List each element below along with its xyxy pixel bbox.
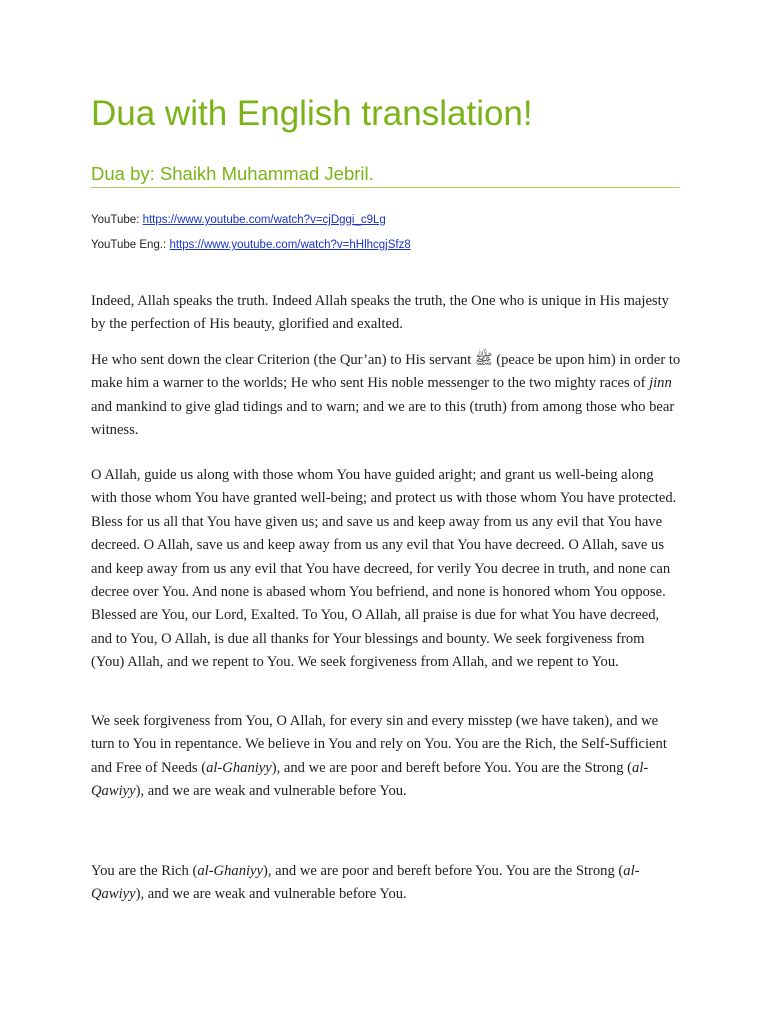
italic-term: jinn [649,375,672,392]
paragraph-text: ), and we are weak and vulnerable before You. [135,783,407,800]
paragraph-forgiveness [91,710,681,804]
youtube-eng-link-label: YouTube Eng.: [91,239,170,251]
paragraph-text: Indeed, Allah speaks the truth. Indeed Allah speaks the truth, the One who is unique in His majesty by the perfection of His beauty, glorified and exalted. [91,293,669,333]
youtube-link[interactable]: https://www.youtube.com/watch?v=cjDggi_c9Lg [142,214,386,226]
paragraph-text: He who sent down the clear Criterion (the Qur’an) to His servant ﷺ (peace be upon him) in order to make him a warner to the worlds; He who sent His noble messenger to the two mighty races of [91,352,681,392]
paragraph-truth [91,290,681,337]
paragraph-text: ), and we are poor and bereft before You. You are the Strong ( [263,863,624,879]
document-title: Dua with English translation! [91,94,533,133]
paragraph-text: ), and we are poor and bereft before You. You are the Strong ( [271,759,633,776]
youtube-link-label: YouTube: [91,214,143,226]
paragraph-text: We seek forgiveness from You, O Allah, for every sin and every misstep (we have taken), and we turn to You in repentance. We believe in You and rely on You. You are the Rich, the Self-Sufficient and Free of Needs ( [91,713,667,776]
paragraph-text: You are the Rich ( [91,863,198,879]
youtube-link-line [91,212,386,228]
italic-term: al-Ghaniyy [206,759,272,776]
document-subtitle: Dua by: Shaikh Muhammad Jebril. [91,162,680,188]
paragraph-criterion [91,349,681,443]
paragraph-text: and mankind to give glad tidings and to warn; and we are to this (truth) from among those who bear witness. [91,398,675,439]
youtube-eng-link[interactable]: https://www.youtube.com/watch?v=hHlhcgjSfz8 [169,239,411,251]
paragraph-guidance [91,464,681,675]
paragraph-rich-strong [91,860,681,907]
italic-term: al-Ghaniyy [197,863,263,879]
italic-term: al-Qawiyy [91,863,640,903]
paragraph-text: O Allah, guide us along with those whom You have guided aright; and grant us well-being along with those whom You have granted well-being; and protect us with those whom You have protected. Bless for us all that You have given us; and save us and keep away from us any evil that You have decreed. O Allah, save us and keep away from us any evil that You have decreed. O Allah, save us and keep away from us any evil that You have decreed, for verily You decree in truth, and none can decree over You. And none is abased whom You befriend, and none is honored whom You oppose. Blessed are You, our Lord, Exalted. To You, O Allah, all praise is due for what You have decreed, and to You, O Allah, is due all thanks for Your blessings and bounty. We seek forgiveness from (You) Allah, and we repent to You. We seek forgiveness from Allah, and we repent to You. [91,467,677,671]
youtube-eng-link-line [91,237,411,253]
paragraph-text: ), and we are weak and vulnerable before You. [135,886,407,903]
italic-term: al-Qawiyy [91,759,649,800]
